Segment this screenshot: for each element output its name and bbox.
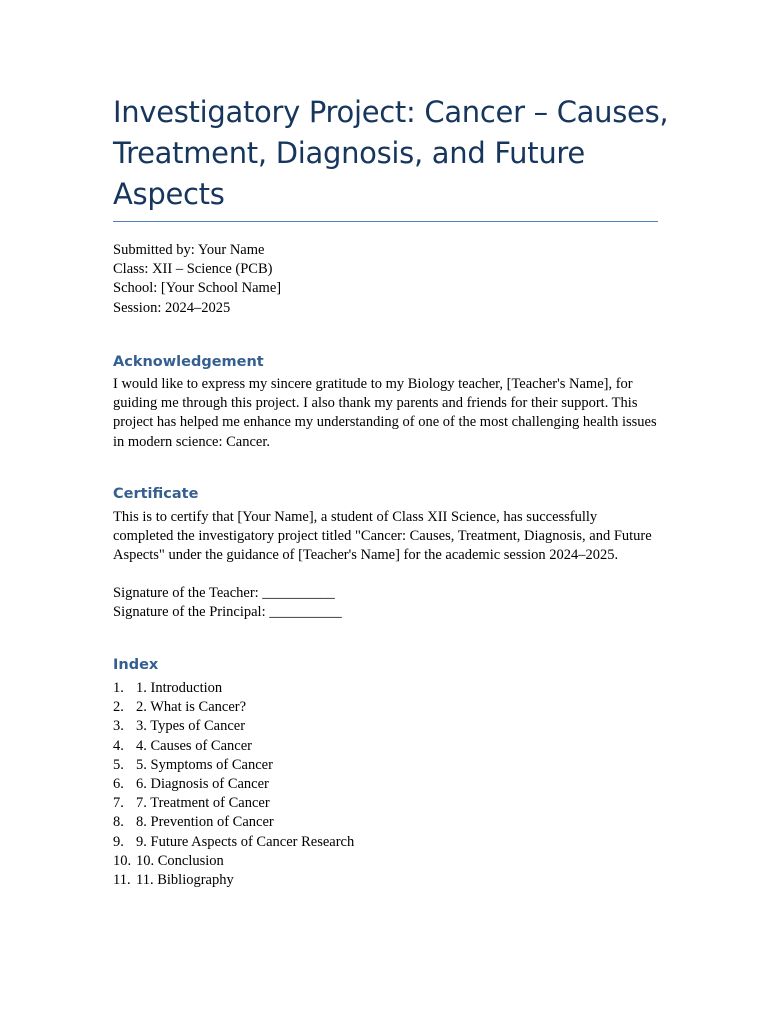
index-item-label: 8. Prevention of Cancer — [136, 814, 274, 831]
principal-signature-line: Signature of the Principal: __________ — [113, 604, 342, 621]
index-item-label: 9. Future Aspects of Cancer Research — [136, 833, 355, 850]
session-info: Session: 2024–2025 — [113, 299, 231, 316]
index-item-number: 9. — [113, 833, 124, 850]
index-item-label: 1. Introduction — [136, 680, 223, 696]
signature-block — [113, 584, 658, 622]
index-item-number: 10. — [113, 852, 132, 869]
index-item-number: 7. — [113, 795, 124, 812]
index-item-number: 6. — [113, 776, 124, 793]
index-item — [113, 717, 658, 736]
acknowledgement-text: I would like to express my sincere gratitude to my Biology teacher, [Teacher's Name], for guiding me through this project. I also thank my parents and friends for their support. This project has helped me enhance my understanding of one of the most challenging health issues in modern science: Cancer. — [113, 376, 657, 450]
index-item — [113, 833, 658, 852]
certificate-text: This is to certify that [Your Name], a student of Class XII Science, has successfully completed the investigatory project titled "Cancer: Causes, Treatment, Diagnosis, and Future Aspects" under the guidance of [Teacher's Name] for the academic session 2024–2025. — [113, 509, 652, 564]
acknowledgement-heading: Acknowledgement — [113, 354, 264, 370]
submitted-by: Submitted by: Your Name — [113, 242, 265, 258]
index-item-label: 4. Causes of Cancer — [136, 737, 252, 754]
index-item — [113, 871, 658, 890]
index-item — [113, 775, 658, 794]
index-item — [113, 852, 658, 871]
index-item-number: 3. — [113, 718, 124, 735]
index-item-number: 2. — [113, 699, 124, 716]
index-item-label: 2. What is Cancer? — [136, 699, 247, 716]
title-underline — [113, 221, 658, 222]
class-info: Class: XII – Science (PCB) — [113, 261, 273, 278]
index-item-number: 11. — [113, 872, 131, 889]
index-item-number: 8. — [113, 814, 124, 831]
teacher-signature-line: Signature of the Teacher: __________ — [113, 585, 335, 601]
certificate-heading: Certificate — [113, 486, 199, 502]
index-item-label: 6. Diagnosis of Cancer — [136, 776, 269, 793]
index-item-label: 11. Bibliography — [136, 872, 234, 889]
index-item — [113, 813, 658, 832]
index-item — [113, 698, 658, 717]
document-title: Investigatory Project: Cancer – Causes, Treatment, Diagnosis, and Future Aspects — [113, 95, 669, 211]
submission-details — [113, 241, 673, 318]
index-list — [113, 679, 658, 890]
school-info: School: [Your School Name] — [113, 280, 282, 297]
index-item-label: 10. Conclusion — [136, 852, 224, 869]
index-item — [113, 794, 658, 813]
index-item-number: 1. — [113, 680, 124, 696]
index-item — [113, 756, 658, 775]
index-item — [113, 679, 658, 698]
index-heading: Index — [113, 657, 159, 673]
index-item-number: 4. — [113, 737, 124, 754]
index-item-label: 5. Symptoms of Cancer — [136, 756, 273, 773]
index-item-label: 7. Treatment of Cancer — [136, 795, 270, 812]
index-item — [113, 737, 658, 756]
index-item-label: 3. Types of Cancer — [136, 718, 246, 735]
index-item-number: 5. — [113, 756, 124, 773]
